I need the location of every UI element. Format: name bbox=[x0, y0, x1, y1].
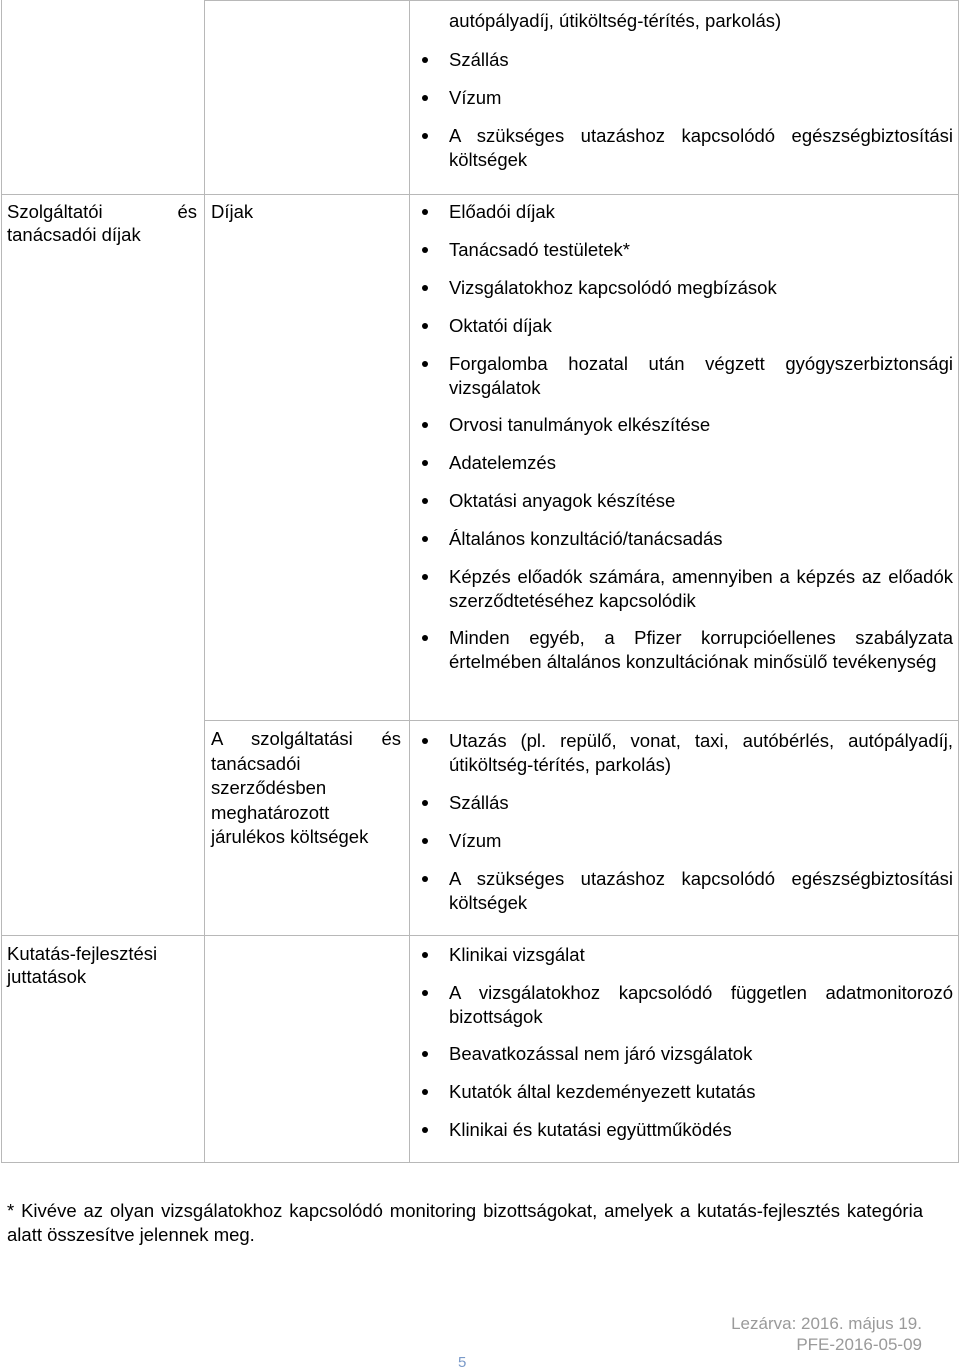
bullet-icon bbox=[422, 838, 428, 844]
list-item: Szállás bbox=[420, 48, 953, 72]
bullet-icon bbox=[422, 323, 428, 329]
list-item: Vizsgálatokhoz kapcsolódó megbízások bbox=[420, 276, 953, 300]
bullet-icon bbox=[422, 1051, 428, 1057]
table-border-bottom bbox=[1, 1162, 959, 1163]
list-item: Utazás (pl. repülő, vonat, taxi, autóbérlés, autópályadíj, útiköltség-térítés, parkolás) bbox=[420, 729, 953, 777]
page-number: 5 bbox=[458, 1354, 467, 1371]
bullet-icon bbox=[422, 990, 428, 996]
bullet-icon bbox=[422, 285, 428, 291]
list-item: Klinikai vizsgálat bbox=[420, 943, 953, 967]
bullet-icon bbox=[422, 95, 428, 101]
list-item: Előadói díjak bbox=[420, 200, 953, 224]
list-item: Tanácsadó testületek* bbox=[420, 238, 953, 262]
table-divider-2 bbox=[409, 0, 410, 1163]
list-item: A szükséges utazáshoz kapcsolódó egészségbiztosítási költségek bbox=[420, 124, 953, 172]
footer-doc-id: PFE-2016-05-09 bbox=[796, 1335, 922, 1354]
category-label: Kutatás-fejlesztési juttatások bbox=[7, 943, 158, 987]
bullet-icon bbox=[422, 876, 428, 882]
table-divider-1 bbox=[204, 0, 205, 1163]
bullet-icon bbox=[422, 800, 428, 806]
bullet-icon bbox=[422, 536, 428, 542]
bullet-icon bbox=[422, 209, 428, 215]
continuation-list bbox=[420, 48, 953, 172]
list-item: Oktatói díjak bbox=[420, 314, 953, 338]
list-item: Vízum bbox=[420, 86, 953, 110]
footnote: * Kivéve az olyan vizsgálatokhoz kapcsolódó monitoring bizottságokat, amelyek a kutatás-fejlesztés kategória alatt összesítve jelennek meg. bbox=[7, 1200, 923, 1245]
subcategory-label: A szolgáltatási és tanácsadói szerződésben meghatározott járulékos költségek bbox=[211, 728, 401, 847]
row-separator-3 bbox=[1, 935, 959, 936]
category-cell bbox=[7, 200, 197, 246]
list-item: Vízum bbox=[420, 829, 953, 853]
category-cell bbox=[7, 942, 197, 988]
bullet-icon bbox=[422, 952, 428, 958]
list-item: Szállás bbox=[420, 791, 953, 815]
list-item: Adatelemzés bbox=[420, 451, 953, 475]
rnd-list bbox=[420, 943, 953, 1142]
bullet-icon bbox=[422, 1089, 428, 1095]
fees-list bbox=[420, 200, 953, 674]
list-item: Orvosi tanulmányok elkészítése bbox=[420, 413, 953, 437]
bullet-icon bbox=[422, 247, 428, 253]
bullet-icon bbox=[422, 1127, 428, 1133]
bullet-icon bbox=[422, 738, 428, 744]
table-border-left bbox=[1, 0, 2, 1163]
list-item: Klinikai és kutatási együttműködés bbox=[420, 1118, 953, 1142]
bullet-icon bbox=[422, 422, 428, 428]
list-item: Képzés előadók számára, amennyiben a képzés az előadók szerződtetéséhez kapcsolódik bbox=[420, 565, 953, 613]
category-label: Szolgáltatói és tanácsadói díjak bbox=[7, 201, 197, 245]
footer-closing-date: Lezárva: 2016. május 19. bbox=[731, 1314, 922, 1333]
bullet-icon bbox=[422, 635, 428, 641]
list-item: Kutatók által kezdeményezett kutatás bbox=[420, 1080, 953, 1104]
list-item: Oktatási anyagok készítése bbox=[420, 489, 953, 513]
bullet-icon bbox=[422, 361, 428, 367]
subcategory-label: Díjak bbox=[211, 201, 254, 222]
continuation-text: autópályadíj, útiköltség-térítés, parkolás) bbox=[449, 10, 782, 31]
table-border-top bbox=[204, 0, 959, 1]
list-item: Minden egyéb, a Pfizer korrupcióellenes szabályzata értelmében általános konzultációnak minősülő tevékenység bbox=[420, 626, 953, 674]
expenses-list bbox=[420, 729, 953, 915]
row-separator-1 bbox=[1, 194, 959, 195]
list-item: A szükséges utazáshoz kapcsolódó egészségbiztosítási költségek bbox=[420, 867, 953, 915]
subcategory-cell bbox=[211, 727, 401, 850]
subcategory-cell bbox=[211, 200, 401, 223]
list-item: Beavatkozással nem járó vizsgálatok bbox=[420, 1042, 953, 1066]
bullet-icon bbox=[422, 460, 428, 466]
bullet-icon bbox=[422, 57, 428, 63]
table-border-right bbox=[958, 0, 959, 1163]
bullet-icon bbox=[422, 133, 428, 139]
bullet-icon bbox=[422, 574, 428, 580]
list-item: Általános konzultáció/tanácsadás bbox=[420, 527, 953, 551]
list-item: Forgalomba hozatal után végzett gyógyszerbiztonsági vizsgálatok bbox=[420, 352, 953, 400]
row-separator-2 bbox=[204, 720, 959, 721]
list-item: A vizsgálatokhoz kapcsolódó független adatmonitorozó bizottságok bbox=[420, 981, 953, 1029]
bullet-icon bbox=[422, 498, 428, 504]
